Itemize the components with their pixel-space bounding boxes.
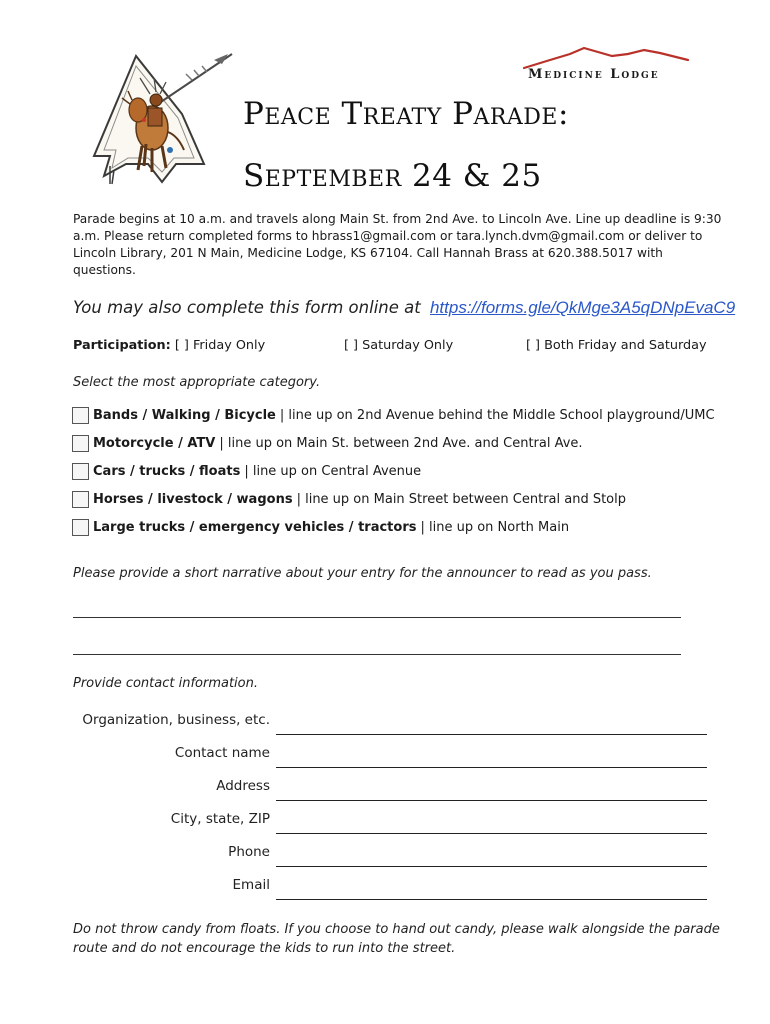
category-name: Cars / trucks / floats [93, 463, 241, 479]
city-state-zip-label: City, state, ZIP [170, 811, 270, 827]
address-field[interactable] [276, 800, 707, 801]
organization-label: Organization, business, etc. [82, 712, 270, 728]
category-name: Horses / livestock / wagons [93, 491, 293, 507]
candy-notice: Do not throw candy from floats. If you choose to hand out candy, please walk alongside the parade route and do not encourage the kids to run into the street. [73, 922, 720, 956]
city-state-zip-field[interactable] [276, 833, 707, 834]
brand-name: Medicine Lodge [528, 67, 660, 82]
category-row [72, 461, 421, 481]
narrative-line-2[interactable] [73, 654, 681, 655]
category-detail: | line up on Central Avenue [244, 463, 422, 479]
brand-logo [520, 44, 700, 88]
email-label: Email [232, 877, 270, 893]
phone-label: Phone [228, 844, 270, 860]
participation-saturday-option[interactable]: [ ] Saturday Only [344, 338, 454, 353]
category-detail: | line up on Main Street between Central and Stolp [296, 491, 627, 507]
narrative-line-1[interactable] [73, 617, 681, 618]
category-checkbox[interactable] [72, 519, 89, 536]
participation-label: Participation: [73, 338, 171, 353]
arrowhead-warrior-horse-icon [86, 48, 238, 192]
category-name: Large trucks / emergency vehicles / tractors [93, 519, 417, 535]
category-detail: | line up on Main St. between 2nd Ave. and Central Ave. [219, 435, 583, 451]
category-detail: | line up on 2nd Avenue behind the Middle School playground/UMC [279, 407, 715, 423]
category-checkbox[interactable] [72, 491, 89, 508]
address-label: Address [216, 778, 270, 794]
online-form-link[interactable]: https://forms.gle/QkMge3A5qDNpEvaC9 [429, 298, 736, 317]
email-field[interactable] [276, 899, 707, 900]
category-name: Motorcycle / ATV [93, 435, 216, 451]
contact-heading: Provide contact information. [73, 676, 258, 691]
category-row [72, 433, 583, 453]
contact-name-field[interactable] [276, 767, 707, 768]
organization-field[interactable] [276, 734, 707, 735]
category-row [72, 517, 569, 537]
category-checkbox[interactable] [72, 463, 89, 480]
contact-name-label: Contact name [174, 745, 270, 761]
online-form-line [73, 298, 735, 318]
category-detail: | line up on North Main [420, 519, 570, 535]
participation-friday-option[interactable]: [ ] Friday Only [174, 338, 266, 353]
participation-row [73, 338, 265, 353]
narrative-heading: Please provide a short narrative about your entry for the announcer to read as you pass. [73, 566, 652, 581]
phone-field[interactable] [276, 866, 707, 867]
category-name: Bands / Walking / Bicycle [93, 407, 276, 423]
category-heading: Select the most appropriate category. [73, 375, 321, 390]
intro-paragraph: Parade begins at 10 a.m. and travels along Main St. from 2nd Ave. to Lincoln Ave. Line up deadline is 9:30 a.m. Please return completed forms to hbrass1@gmail.com or tara.lynch.dvm@gmail.com or deliver to Lincoln Library, 201 N Main, Medicine Lodge, KS 67104. Call Hannah Brass at 620.388.5017 with questions. [73, 212, 722, 277]
category-checkbox[interactable] [72, 407, 89, 424]
page-title-line2: September 24 & 25 [243, 158, 542, 194]
category-checkbox[interactable] [72, 435, 89, 452]
category-row [72, 489, 626, 509]
category-row [72, 405, 715, 425]
online-form-text: You may also complete this form online at [73, 298, 421, 317]
page-title-line1: Peace Treaty Parade: [243, 96, 569, 132]
participation-both-option[interactable]: [ ] Both Friday and Saturday [526, 338, 707, 353]
